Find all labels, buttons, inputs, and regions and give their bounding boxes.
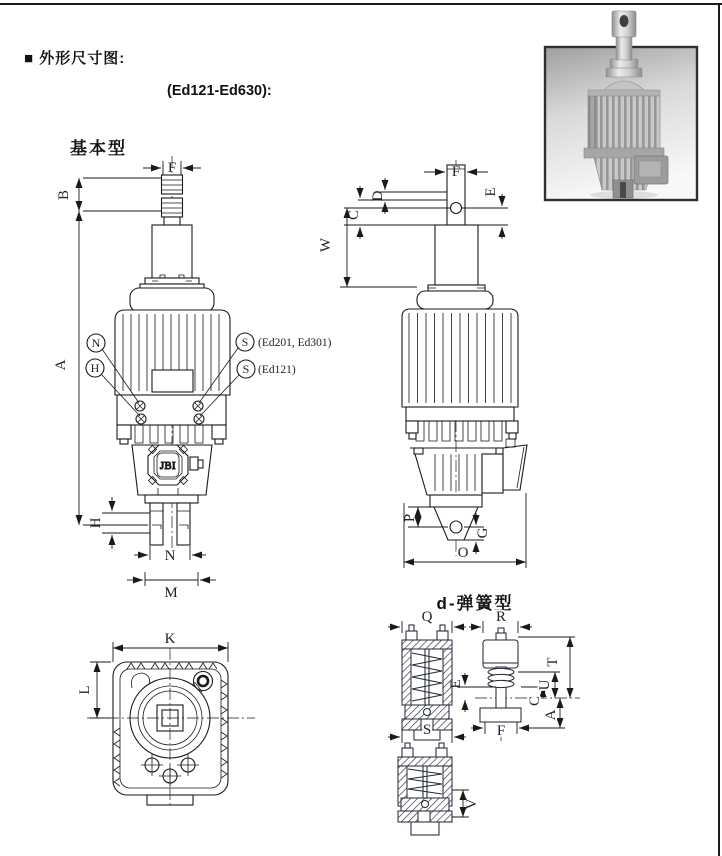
jbi-badge <box>148 445 188 485</box>
callout-s1-note: (Ed201, Ed301) <box>258 337 332 349</box>
clevis-pin-hole <box>450 521 462 533</box>
dim-label-h: H <box>88 517 104 529</box>
dim-label-a3: A <box>543 709 559 721</box>
top-view-body <box>113 662 228 805</box>
dim-label-r: R <box>495 609 507 625</box>
dim-label-q: Q <box>421 609 433 625</box>
dim-label-e2: E <box>483 187 499 197</box>
spring-elevation <box>448 609 580 741</box>
spring-section-upper <box>388 609 466 743</box>
dim-label-f3: F <box>496 723 506 739</box>
dim-label-k: K <box>164 631 176 647</box>
dim-label-f2: F <box>451 164 461 180</box>
product-photo <box>540 6 708 206</box>
dim-label-e3: E <box>448 679 464 689</box>
side-body <box>402 165 527 540</box>
callout-s1-label: S <box>241 335 249 349</box>
rod-pin-hole <box>620 15 629 27</box>
side-view-drawing <box>310 158 550 578</box>
page-right-border <box>718 3 720 856</box>
spring-section-lower <box>398 743 480 835</box>
nameplate <box>152 370 193 392</box>
spring-type-label: d-弹簧型 <box>436 594 514 613</box>
dim-label-v: V <box>464 798 480 810</box>
dim-m <box>127 572 216 586</box>
top-view-drawing <box>75 618 310 833</box>
section-title: ■ 外形尺寸图: <box>24 50 126 67</box>
dim-label-n: N <box>164 548 176 564</box>
callout-s2-note: (Ed121) <box>258 364 296 376</box>
callout-n-label: N <box>91 336 101 350</box>
dim-label-w: W <box>318 237 334 253</box>
dim-label-c3: C <box>527 695 543 707</box>
dim-label-t: T <box>545 657 561 667</box>
basic-type-label: 基本型 <box>70 139 127 158</box>
dim-label-b: B <box>56 189 72 201</box>
callout-h-label: H <box>90 361 100 375</box>
front-body <box>115 175 230 545</box>
dim-h <box>102 497 150 549</box>
dim-label-a: A <box>53 359 69 371</box>
dim-l <box>90 662 111 718</box>
page-top-border <box>0 3 722 5</box>
dim-label-p: P <box>402 513 418 523</box>
dim-label-u: U <box>537 679 553 691</box>
callout-s2-label: S <box>242 362 250 376</box>
spring-type-drawing <box>385 583 600 853</box>
dim-label-c2: C <box>346 209 362 221</box>
dim-label-f: F <box>167 160 177 176</box>
finned-motor-body <box>588 96 660 150</box>
model-range-label: (Ed121-Ed630): <box>167 83 272 99</box>
dim-label-d: D <box>370 190 386 202</box>
dim-label-m: M <box>164 585 178 601</box>
dim-label-o: O <box>457 545 469 561</box>
front-view-drawing <box>40 148 340 601</box>
badge-text: JBI <box>159 461 177 472</box>
rod-eye-hole <box>451 203 462 214</box>
dim-label-s: S <box>422 722 432 738</box>
dim-label-g: G <box>475 527 491 539</box>
dim-b <box>79 178 161 211</box>
dim-label-l: L <box>77 685 93 695</box>
